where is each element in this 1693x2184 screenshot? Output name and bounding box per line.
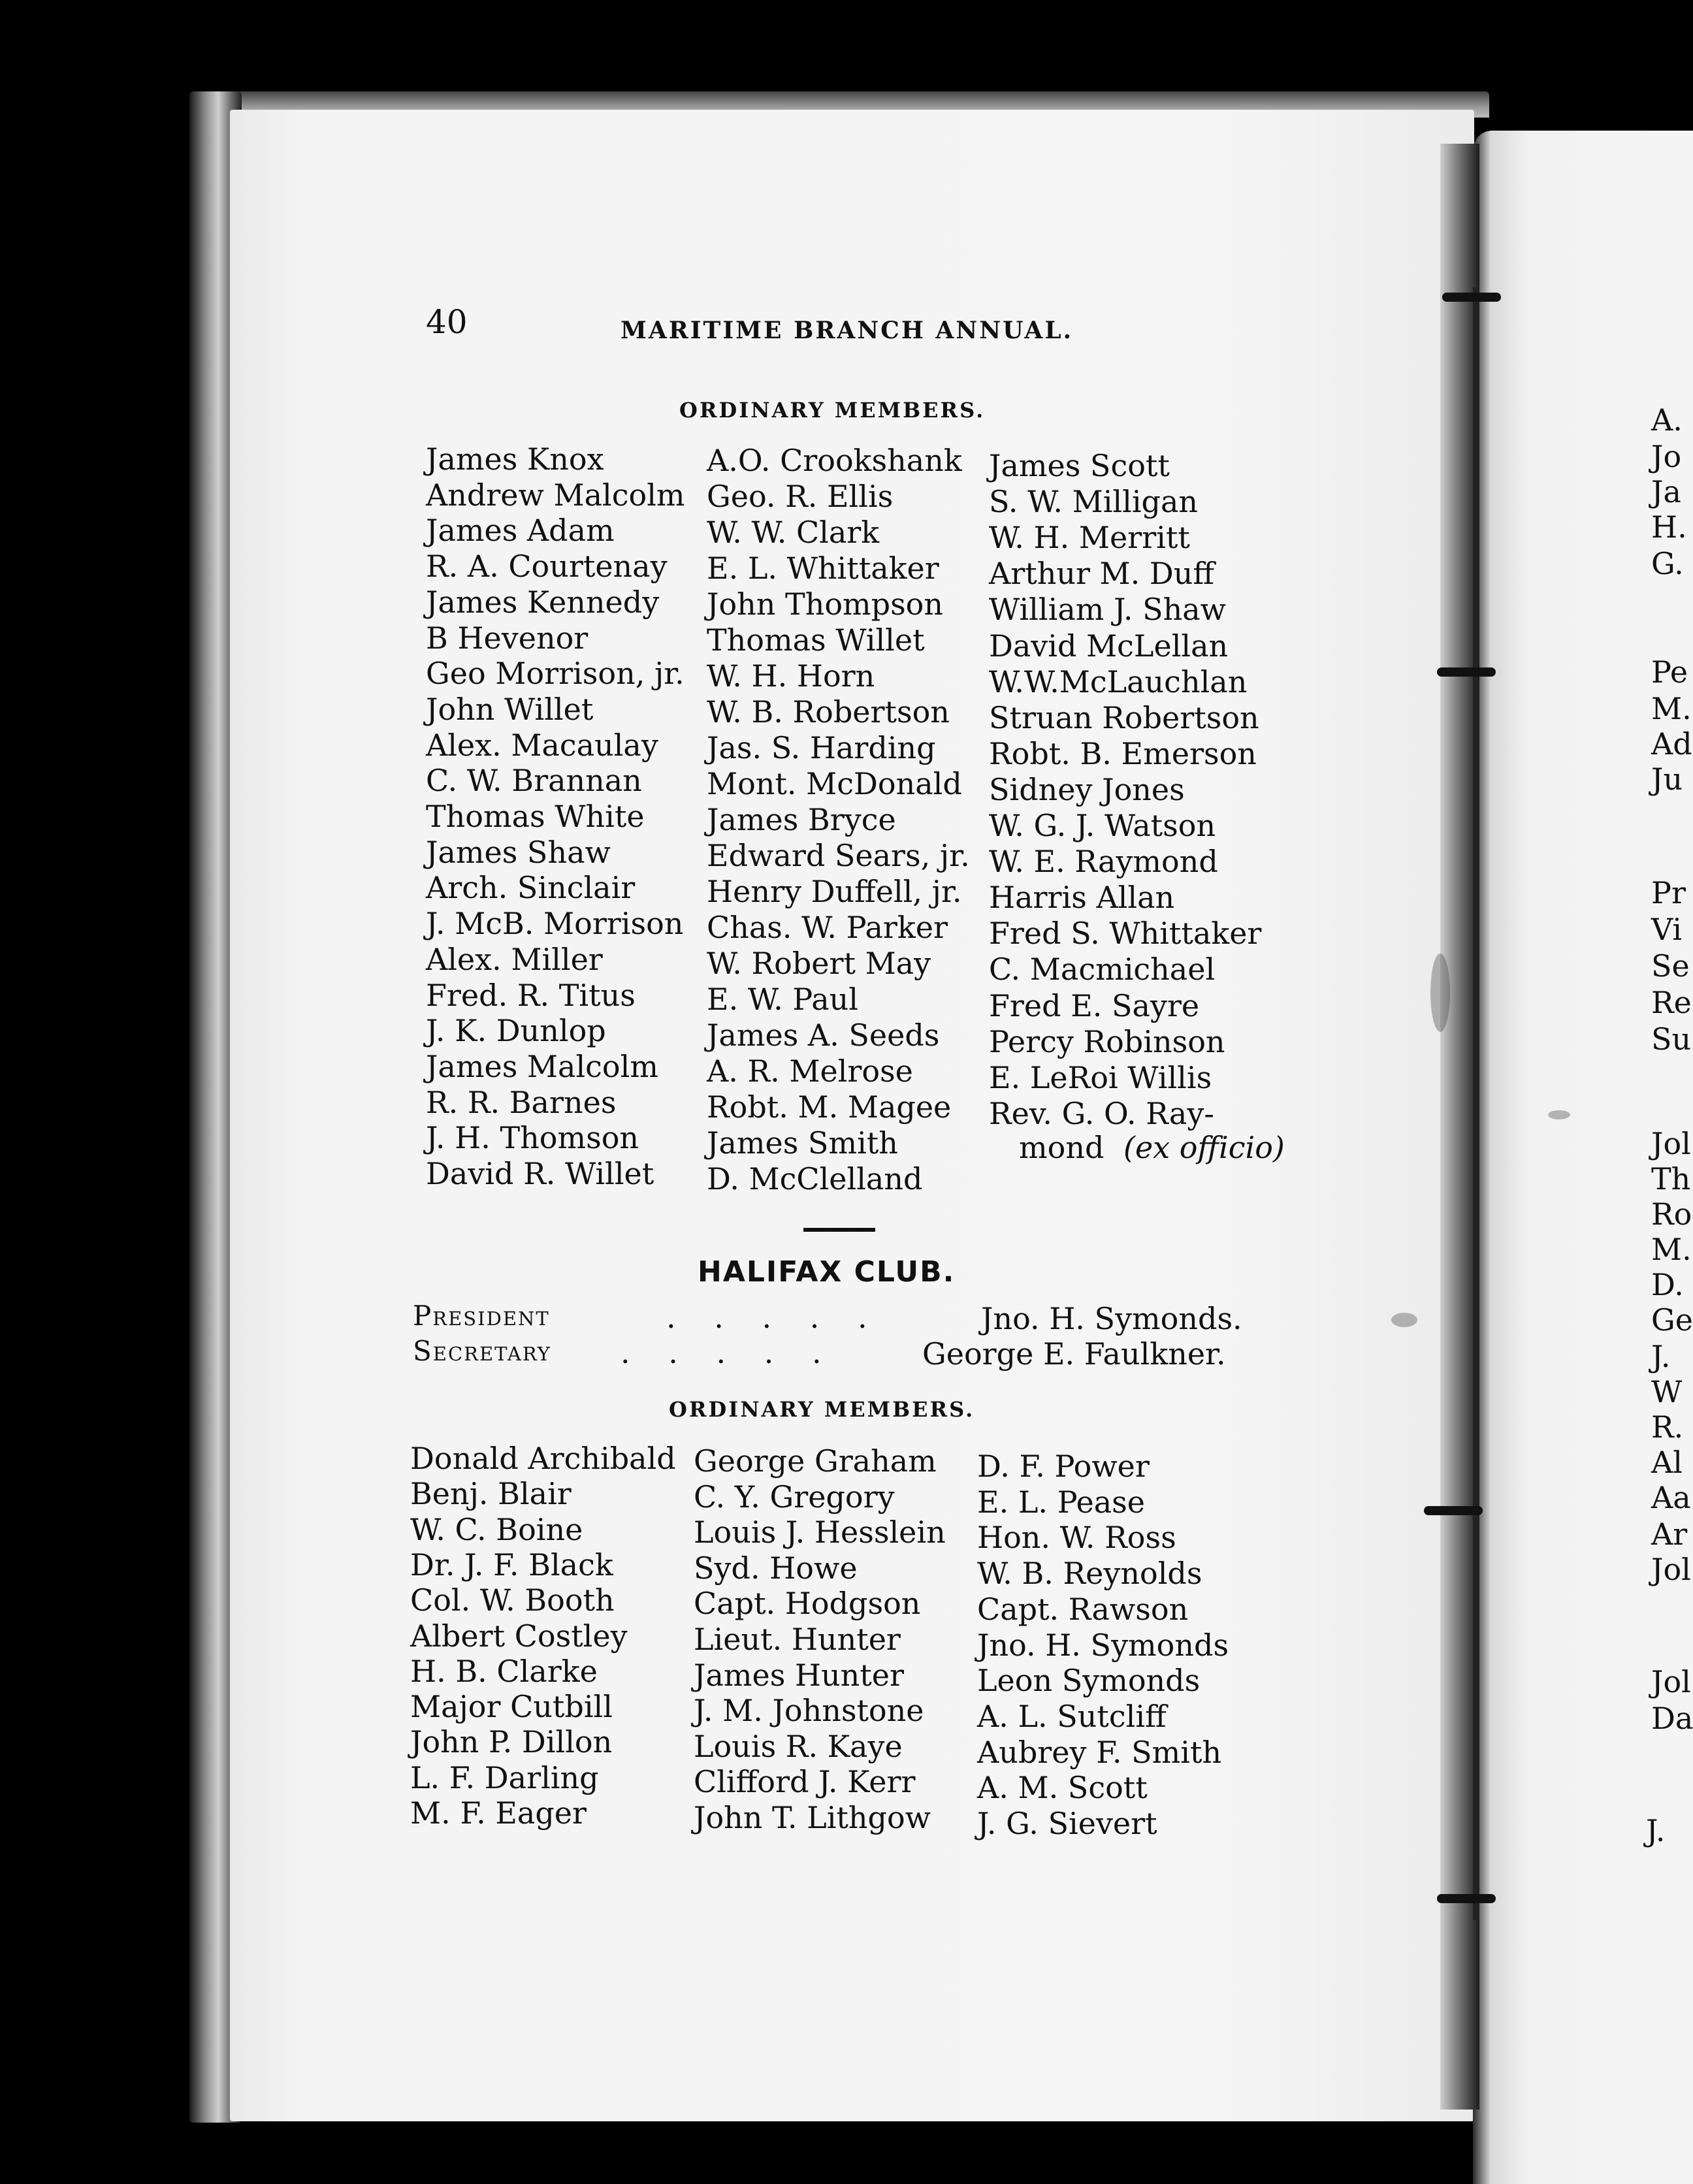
member-name: Louis R. Kaye [694,1728,903,1764]
member-name: Thomas White [426,799,645,834]
member-name: W. B. Reynolds [977,1556,1202,1592]
member-name: Clifford J. Kerr [694,1764,916,1800]
facing-page-fragment: Re [1651,985,1692,1020]
facing-page-fragment: Jo [1651,439,1682,474]
member-name: Alex. Macaulay [426,727,658,763]
facing-page-fragment: Jol [1651,1552,1691,1587]
member-name: D. F. Power [977,1449,1150,1484]
member-name: James A. Seeds [707,1018,940,1053]
member-name: Alex. Miller [426,941,603,977]
member-name: C. W. Brannan [426,763,642,799]
member-name: J. G. Sievert [977,1806,1157,1841]
member-name: R. A. Courtenay [426,549,668,585]
member-name: M. F. Eager [410,1795,587,1831]
facing-page-fragment: Ad [1651,726,1692,762]
member-name: W. H. Merritt [989,520,1190,556]
facing-page-fragment: Ro [1651,1196,1692,1232]
member-name: J. K. Dunlop [426,1013,606,1049]
member-name: J. M. Johnstone [694,1693,924,1729]
member-name: Chas. W. Parker [707,910,948,945]
member-name: Robt. B. Emerson [989,735,1257,771]
member-name: Fred. R. Titus [426,977,636,1013]
facing-page-fragment: Ge [1651,1302,1693,1338]
member-name: Aubrey F. Smith [977,1734,1222,1770]
member-name: James Hunter [694,1657,904,1693]
member-name: J. McB. Morrison [426,906,684,942]
member-name: David R. Willet [426,1156,654,1191]
member-name: William J. Shaw [989,592,1227,628]
binding-stitch [1424,1506,1483,1515]
member-name: Benj. Blair [410,1476,572,1512]
member-name: Mont. McDonald [707,766,962,801]
member-name: Struan Robertson [989,699,1259,735]
facing-page-fragment: W [1651,1374,1683,1409]
member-name: David McLellan [989,628,1229,664]
member-name: Geo. R. Ellis [707,479,894,514]
member-name: Col. W. Booth [410,1582,615,1618]
ordinary-members-heading: ORDINARY MEMBERS. [679,398,986,423]
halifax-club-title: HALIFAX CLUB. [698,1255,956,1289]
member-name: H. B. Clarke [410,1653,598,1689]
member-name: R. R. Barnes [426,1084,617,1120]
member-name: Fred S. Whittaker [989,916,1262,952]
member-name: James Kennedy [426,584,660,620]
member-name: W. B. Robertson [707,694,950,730]
member-name: Hon. W. Ross [977,1520,1176,1556]
member-name: Albert Costley [410,1618,628,1654]
member-name: James Smith [707,1125,898,1161]
binding-stitch [1437,667,1496,677]
member-name: James Malcolm [426,1048,658,1084]
page-number: 40 [426,303,468,341]
facing-page-fragment: M. [1651,1232,1692,1267]
member-name: John P. Dillon [410,1724,613,1760]
member-name: E. L. Whittaker [707,551,939,586]
facing-page-fragment: R. [1651,1409,1684,1445]
secretary-label: Secretary [413,1335,551,1367]
president-name: Jno. H. Symonds. [981,1301,1242,1336]
facing-page-fragment: Al [1651,1445,1683,1480]
facing-page-fragment: Su [1651,1021,1692,1057]
binding-stitch [1442,293,1501,302]
member-name: Rev. G. O. Ray- [989,1095,1214,1131]
member-name: James Adam [426,513,615,549]
halifax-members-heading: ORDINARY MEMBERS. [669,1397,975,1422]
member-name: Capt. Hodgson [694,1586,921,1622]
member-name: Henry Duffell, jr. [707,874,962,909]
facing-page-fragment: M. [1651,691,1692,726]
page-blemish [1430,954,1450,1032]
member-name: James Bryce [707,802,896,837]
member-name: Geo Morrison, jr. [426,656,685,692]
member-name-continuation: mond [1019,1130,1104,1165]
member-name: Louis J. Hesslein [694,1515,946,1550]
member-name: S. W. Milligan [989,484,1199,520]
member-name: Jas. S. Harding [707,730,936,765]
member-name: Donald Archibald [410,1441,676,1476]
member-name: Arch. Sinclair [426,870,636,906]
member-name: Leon Symonds [977,1663,1201,1699]
member-name: W. W. Clark [707,515,880,550]
member-name: Capt. Rawson [977,1591,1189,1627]
member-name: W. H. Horn [707,658,875,694]
page-blemish [1548,1110,1570,1119]
facing-page-fragment: Ar [1651,1517,1688,1552]
binding-thread [1473,287,1479,1920]
member-name: C. Y. Gregory [694,1479,895,1515]
member-name: Sidney Jones [989,771,1185,807]
member-name: Lieut. Hunter [694,1622,901,1657]
member-name: John Willet [426,691,594,727]
member-name: A.O. Crookshank [707,443,962,478]
facing-page-fragment: A. [1651,402,1683,438]
member-name: E. W. Paul [707,982,858,1017]
member-name: J. H. Thomson [426,1120,639,1156]
member-name: James Scott [989,448,1170,483]
member-name: Major Cutbill [410,1689,613,1725]
section-divider [803,1228,875,1232]
member-name: George Graham [694,1443,937,1479]
member-name: A. M. Scott [977,1770,1148,1806]
member-name: E. L. Pease [977,1484,1145,1520]
facing-page-fragment: J. [1651,1339,1671,1374]
facing-page-fragment: Jol [1651,1664,1691,1699]
facing-page-fragment: Aa [1651,1480,1691,1515]
president-leader: . . . . . [666,1300,882,1335]
secretary-leader: . . . . . [621,1335,836,1370]
binding-stitch [1437,1894,1496,1903]
secretary-name: George E. Faulkner. [922,1336,1226,1372]
member-name: E. LeRoi Willis [989,1059,1212,1095]
member-name: Fred E. Sayre [989,988,1200,1023]
facing-page-fragment: Se [1651,948,1690,984]
facing-page-fragment: Vi [1651,912,1683,947]
member-name: Percy Robinson [989,1023,1225,1059]
member-name: W. G. J. Watson [989,808,1216,843]
member-name: John Thompson [707,586,944,622]
member-name: A. R. Melrose [707,1053,913,1089]
facing-page-fragment: G. [1651,546,1684,581]
member-name: Arthur M. Duff [989,556,1215,592]
member-name: James Shaw [426,834,611,870]
facing-page-fragment: Jol [1651,1126,1691,1161]
facing-page-fragment: H. [1651,509,1687,545]
ex-officio-note: (ex officio) [1123,1130,1285,1165]
member-name: John T. Lithgow [694,1800,931,1835]
facing-page-fragment: Da [1651,1701,1693,1736]
member-name: B Hevenor [426,620,589,656]
member-name: W.W.McLauchlan [989,664,1248,699]
member-name: Jno. H. Symonds [977,1627,1229,1663]
facing-page-fragment: Pr [1651,875,1686,910]
member-name: D. McClelland [707,1161,923,1196]
facing-page-fragment: Ju [1651,762,1683,797]
member-name: Robt. M. Magee [707,1089,952,1125]
member-name: A. L. Sutcliff [977,1698,1167,1734]
facing-page-fragment: J. [1646,1813,1666,1848]
facing-page-fragment: Pe [1651,654,1688,690]
member-name: W. C. Boine [410,1511,583,1547]
member-name: W. Robert May [707,946,931,981]
facing-page-fragment: D. [1651,1267,1684,1302]
member-name: L. F. Darling [410,1759,599,1795]
member-name: Andrew Malcolm [426,477,685,513]
member-name: Dr. J. F. Black [410,1547,613,1582]
page-blemish [1391,1313,1417,1327]
member-name: Thomas Willet [707,622,925,658]
member-name: C. Macmichael [989,952,1216,988]
member-name: Edward Sears, jr. [707,838,970,873]
president-label: President [413,1300,550,1332]
member-name: Harris Allan [989,880,1175,916]
member-name: Syd. Howe [694,1550,858,1586]
facing-page-fragment: Ja [1651,474,1681,509]
running-head: MARITIME BRANCH ANNUAL. [621,317,1074,344]
member-name: James Knox [426,442,604,477]
facing-page-fragment: Th [1651,1161,1691,1196]
member-name: W. E. Raymond [989,844,1218,880]
